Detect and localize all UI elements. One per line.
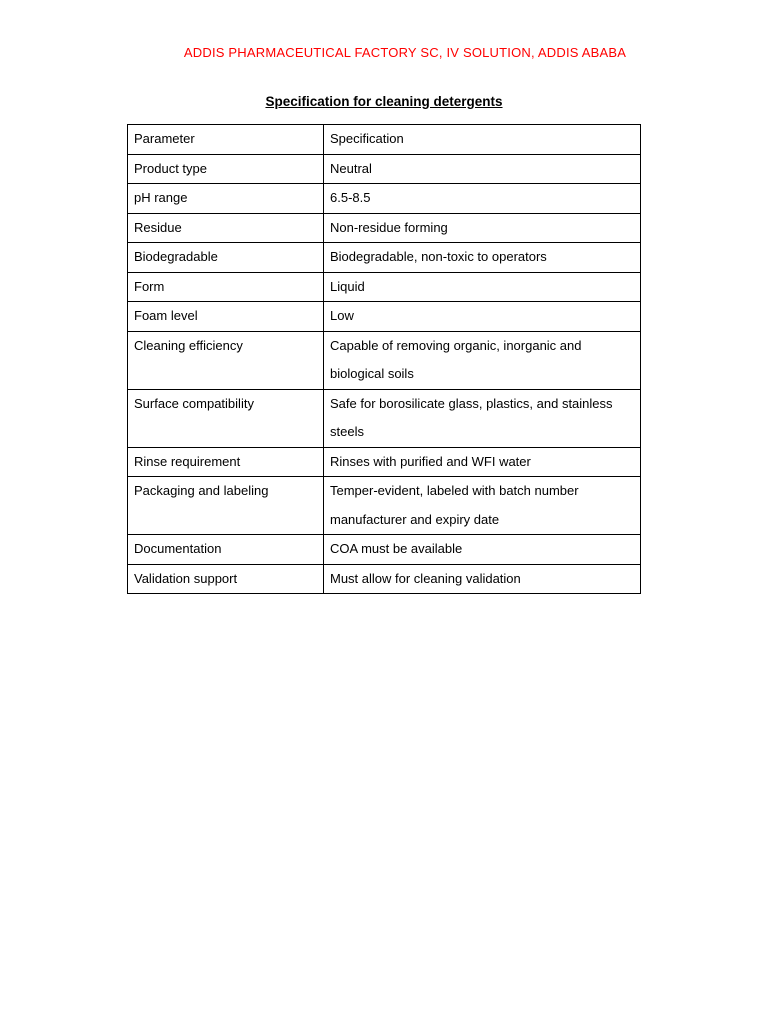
table-cell-specification: Rinses with purified and WFI water [324,447,641,477]
table-cell-parameter: pH range [128,184,324,214]
table-cell-specification: COA must be available [324,535,641,565]
table-cell-specification: Capable of removing organic, inorganic and biological soils [324,331,641,389]
table-cell-parameter: Parameter [128,125,324,155]
table-cell-parameter: Residue [128,213,324,243]
table-cell-parameter: Validation support [128,564,324,594]
table-cell-specification: Biodegradable, non-toxic to operators [324,243,641,273]
table-cell-parameter: Packaging and labeling [128,477,324,535]
document-title: Specification for cleaning detergents [265,94,503,109]
table-cell-specification: Non-residue forming [324,213,641,243]
table-row [128,243,641,273]
table-cell-specification: Must allow for cleaning validation [324,564,641,594]
table-row [128,535,641,565]
table-cell-parameter: Cleaning efficiency [128,331,324,389]
table-cell-parameter: Documentation [128,535,324,565]
table-cell-specification: Neutral [324,154,641,184]
table-row [128,389,641,447]
table-cell-parameter: Surface compatibility [128,389,324,447]
table-cell-specification: Temper-evident, labeled with batch number manufacturer and expiry date [324,477,641,535]
table-row [128,564,641,594]
table-row [128,477,641,535]
table-row [128,154,641,184]
company-header: ADDIS PHARMACEUTICAL FACTORY SC, IV SOLUTION, ADDIS ABABA [183,45,627,60]
table-cell-parameter: Product type [128,154,324,184]
table-cell-specification: 6.5-8.5 [324,184,641,214]
table-row [128,213,641,243]
table-cell-parameter: Rinse requirement [128,447,324,477]
table-cell-specification: Specification [324,125,641,155]
table-row [128,447,641,477]
table-cell-specification: Liquid [324,272,641,302]
table-cell-parameter: Biodegradable [128,243,324,273]
table-row [128,302,641,332]
table-cell-parameter: Foam level [128,302,324,332]
table-row [128,184,641,214]
table-cell-specification: Safe for borosilicate glass, plastics, and stainless steels [324,389,641,447]
specification-table [127,124,641,594]
table-row [128,331,641,389]
table-cell-parameter: Form [128,272,324,302]
table-row [128,272,641,302]
table-cell-specification: Low [324,302,641,332]
table-header-row [128,125,641,155]
